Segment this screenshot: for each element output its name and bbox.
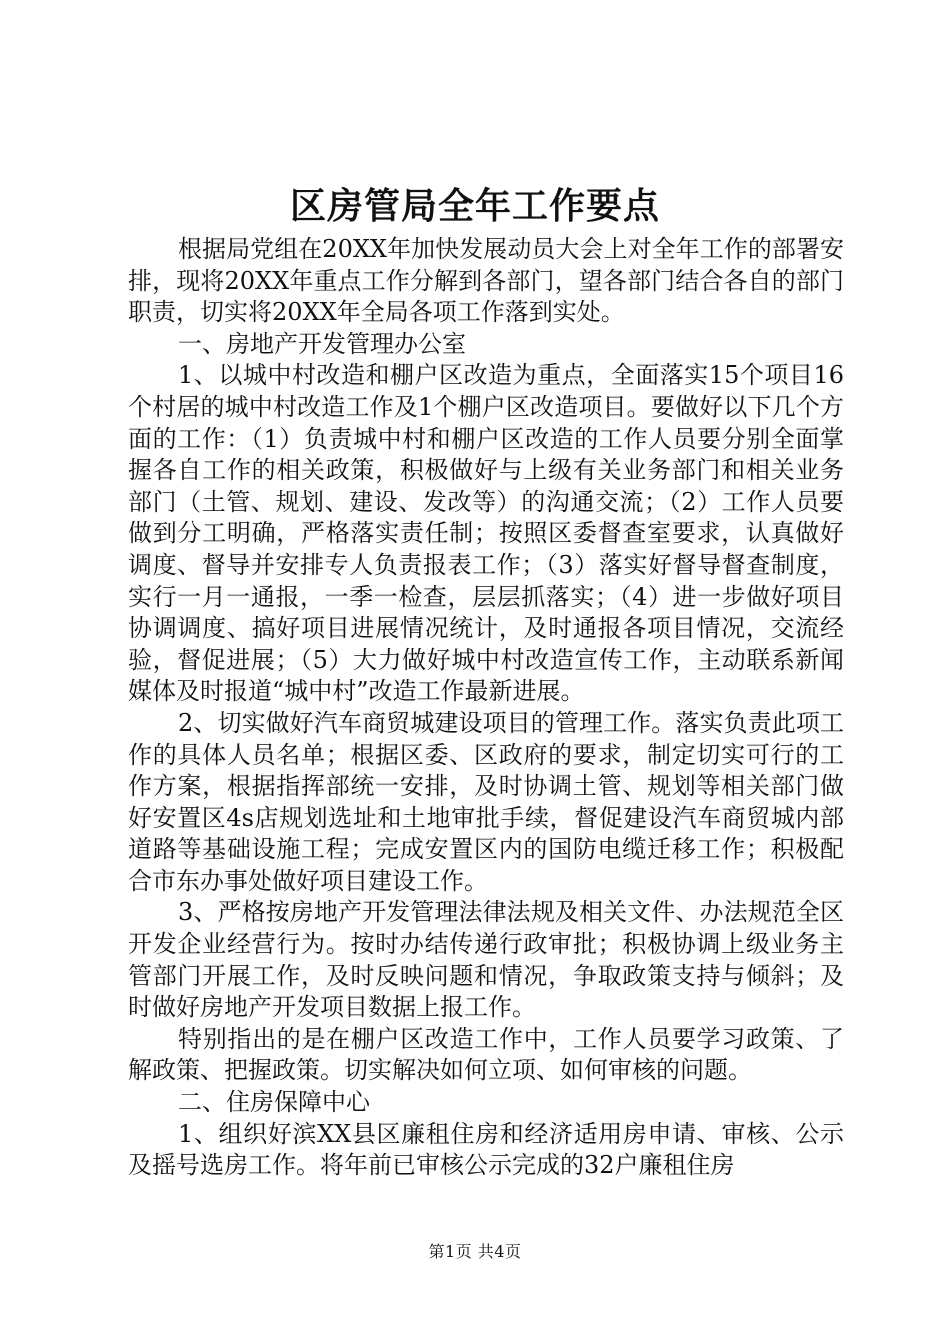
paragraph-1-2: 2、切实做好汽车商贸城建设项目的管理工作。落实负责此项工作的具体人员名单；根据区委、区政府的要求，制定切实可行的工作方案，根据指挥部统一安排，及时协调土管、规划等相关部门做好安置区4s店规划选址和土地审批手续，督促建设汽车商贸城内部道路等基础设施工程；完成安置区内的国防电缆迁移工作；积极配合市东办事处做好项目建设工作。 — [128, 708, 844, 895]
document-title: 区房管局全年工作要点 — [289, 185, 660, 227]
paragraph-2-1: 1、组织好滨XX县区廉租住房和经济适用房申请、审核、公示及摇号选房工作。将年前已审核公示完成的32户廉租住房 — [128, 1119, 844, 1180]
paragraph-intro: 根据局党组在20XX年加快发展动员大会上对全年工作的部署安排，现将20XX年重点工作分解到各部门，望各部门结合各自的部门职责，切实将20XX年全局各项工作落到实处。 — [128, 235, 844, 327]
paragraph-note: 特别指出的是在棚户区改造工作中，工作人员要学习政策、了解政策、把握政策。切实解决如何立项、如何审核的问题。 — [128, 1024, 844, 1085]
document-body — [128, 234, 844, 1182]
paragraph-1-3: 3、严格按房地产开发管理法律法规及相关文件、办法规范全区开发企业经营行为。按时办结传递行政审批；积极协调上级业务主管部门开展工作，及时反映问题和情况，争取政策支持与倾斜；及时做好房地产开发项目数据上报工作。 — [128, 898, 844, 1022]
page-footer: 第1页 共4页 — [428, 1242, 522, 1261]
section-heading-2: 二、住房保障中心 — [178, 1088, 370, 1117]
section-heading-1: 一、房地产开发管理办公室 — [178, 329, 466, 358]
paragraph-1-1: 1、以城中村改造和棚户区改造为重点，全面落实15个项目16个村居的城中村改造工作及1个棚户区改造项目。要做好以下几个方面的工作：（1）负责城中村和棚户区改造的工作人员要分别全面掌握各自工作的相关政策，积极做好与上级有关业务部门和相关业务部门（土管、规划、建设、发改等）的沟通交流；（2）工作人员要做到分工明确，严格落实责任制；按照区委督查室要求，认真做好调度、督导并安排专人负责报表工作；（3）落实好督导督查制度，实行一月一通报，一季一检查，层层抓落实；（4）进一步做好项目协调调度、搞好项目进展情况统计，及时通报各项目情况，交流经验，督促进展；（5）大力做好城中村改造宣传工作，主动联系新闻媒体及时报道“城中村”改造工作最新进展。 — [128, 361, 844, 706]
